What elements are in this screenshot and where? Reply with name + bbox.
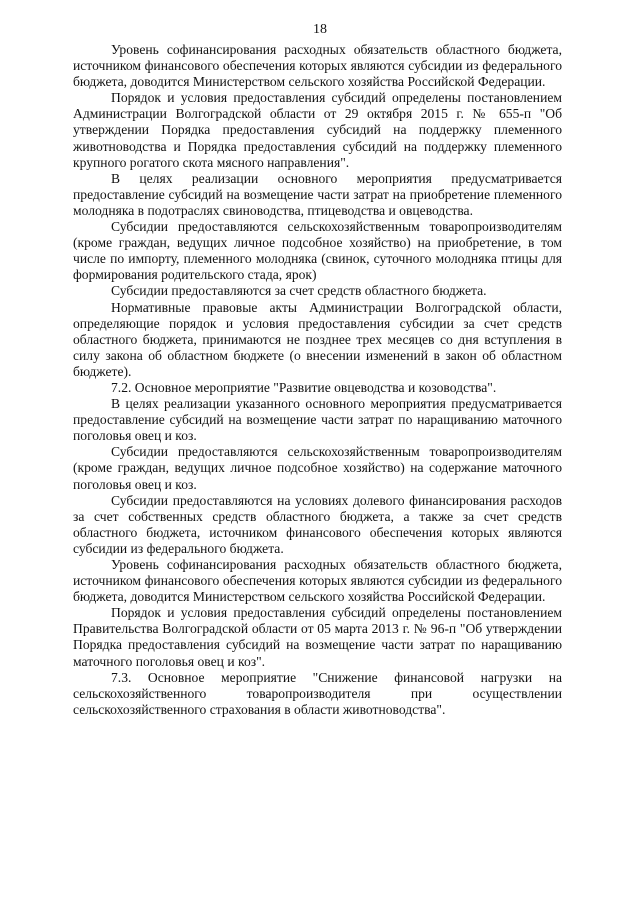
paragraph-sheep-goat-goal: В целях реализации указанного основного мероприятия предусматривается предоставление субсидий на возмещение части затрат по наращиванию маточного поголовья овец и коз.	[73, 396, 562, 444]
paragraph-procedure-655p: Порядок и условия предоставления субсидий определены постановлением Администрации Волгоградской области от 29 октября 2015 г. № 655-п "Об утверждении Порядка предоставления субсидий на поддержку племенного животноводства и Порядка предоставления субсидий на поддержку племенного крупного рогатого скота мясного направления".	[73, 90, 562, 170]
paragraph-subsidy-recipients: Субсидии предоставляются сельскохозяйственным товаропроизводителям (кроме граждан, ведущих личное подсобное хозяйство) на приобретение, в том числе по импорту, племенного молодняка (свинок, суточного молодняка птицы для формирования родительского стада, ярок)	[73, 219, 562, 283]
document-body	[73, 42, 562, 718]
section-heading-7-3: 7.3. Основное мероприятие "Снижение финансовой нагрузки на сельскохозяйственного товаропроизводителя при осуществлении сельскохозяйственного страхования в области животноводства".	[73, 669, 562, 717]
paragraph-shared-financing: Субсидии предоставляются на условиях долевого финансирования расходов за счет собственных средств областного бюджета, а также за счет средств областного бюджета, источником финансового обеспечения которых являются субсидии из федерального бюджета.	[73, 492, 562, 556]
paragraph-sheep-goat-recipients: Субсидии предоставляются сельскохозяйственным товаропроизводителям (кроме граждан, ведущих личное подсобное хозяйство) на содержание маточного поголовья овец и коз.	[73, 444, 562, 492]
paragraph-procedure-96p: Порядок и условия предоставления субсидий определены постановлением Правительства Волгоградской области от 05 марта 2013 г. № 96-п "Об утверждении Порядка предоставления субсидий на возмещение части затрат по наращиванию маточного поголовья овец и коз".	[73, 605, 562, 669]
paragraph-cofinancing-level-2: Уровень софинансирования расходных обязательств областного бюджета, источником финансового обеспечения которых являются субсидии из федерального бюджета, доводится Министерством сельского хозяйства Российской Федерации.	[73, 557, 562, 605]
paragraph-regional-budget: Субсидии предоставляются за счет средств областного бюджета.	[111, 283, 487, 299]
paragraph-breeding-youngstock: В целях реализации основного мероприятия предусматривается предоставление субсидий на возмещение части затрат на приобретение племенного молодняка в подотраслях свиноводства, птицеводства и овцеводства.	[73, 170, 562, 218]
paragraph-normative-acts: Нормативные правовые акты Администрации Волгоградской области, определяющие порядок и условия предоставления субсидии за счет средств областного бюджета, принимаются не позднее трех месяцев со дня вступления в силу закона об областном бюджете (о внесении изменений в закон об областном бюджете).	[73, 299, 562, 379]
paragraph-cofinancing-level: Уровень софинансирования расходных обязательств областного бюджета, источником финансового обеспечения которых являются субсидии из федерального бюджета, доводится Министерством сельского хозяйства Российской Федерации.	[73, 42, 562, 90]
section-heading-7-2: 7.2. Основное мероприятие "Развитие овцеводства и козоводства".	[111, 379, 497, 395]
page-number: 18	[313, 22, 327, 37]
